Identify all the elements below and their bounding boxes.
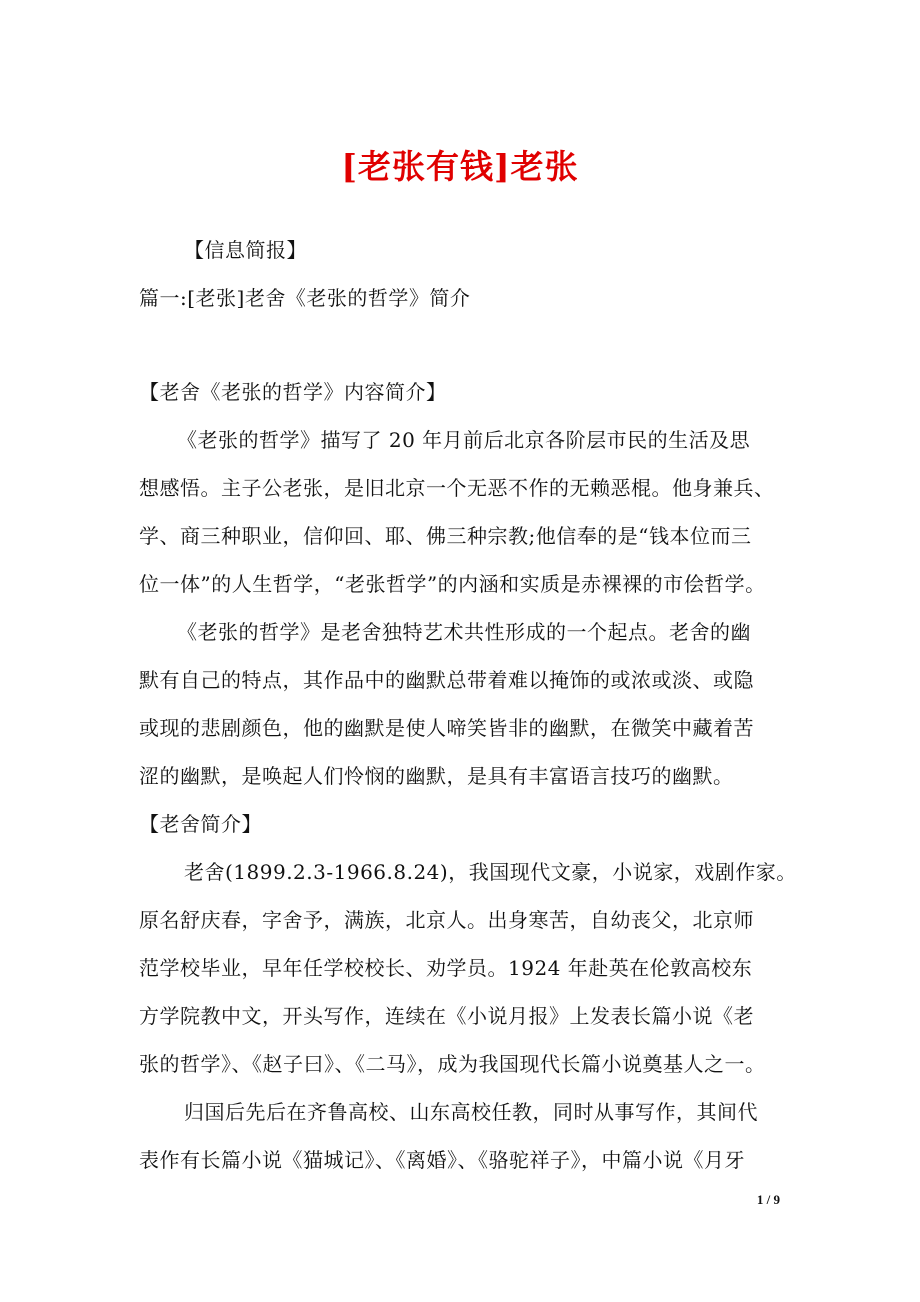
paragraph-line: 涩的幽默，是唤起人们怜悯的幽默，是具有丰富语言技巧的幽默。 bbox=[139, 764, 734, 788]
paragraph-line: 表作有长篇小说《猫城记》、《离婚》、《骆驼祥子》，中篇小说《月牙 bbox=[139, 1148, 745, 1172]
document-body bbox=[139, 226, 797, 1184]
paragraph-line: 范学校毕业，早年任学校校长、劝学员。1924 年赴英在伦敦高校东 bbox=[139, 956, 753, 980]
paragraph-line: 学、商三种职业，信仰回、耶、佛三种宗教;他信奉的是“钱本位而三 bbox=[139, 524, 752, 548]
page-number: 1 / 9 bbox=[756, 1192, 780, 1207]
paragraph-line: 归国后先后在齐鲁高校、山东高校任教，同时从事写作，其间代 bbox=[184, 1100, 758, 1124]
section-heading-author-intro: 【老舍简介】 bbox=[139, 812, 262, 836]
section-heading-info-brief: 【信息简报】 bbox=[184, 238, 307, 262]
paragraph-line: 或现的悲剧颜色，他的幽默是使人啼笑皆非的幽默，在微笑中藏着苦 bbox=[139, 716, 754, 740]
blank-line bbox=[139, 322, 789, 368]
paragraph-line: 张的哲学》、《赵子曰》、《二马》，成为我国现代长篇小说奠基人之一。 bbox=[139, 1052, 766, 1076]
paragraph-line: 原名舒庆春，字舍予，满族，北京人。出身寒苦，自幼丧父，北京师 bbox=[139, 908, 754, 932]
paragraph-line: 老舍(1899.2.3-1966.8.24)，我国现代文豪，小说家，戏剧作家。 bbox=[184, 860, 797, 884]
paragraph-line: 默有自己的特点，其作品中的幽默总带着难以掩饰的或浓或淡、或隐 bbox=[139, 668, 754, 692]
paragraph-line: 位一体”的人生哲学，“老张哲学”的内涵和实质是赤裸裸的市侩哲学。 bbox=[139, 572, 766, 596]
section-heading-content-summary: 【老舍《老张的哲学》内容简介】 bbox=[139, 380, 447, 404]
paragraph-line: 想感悟。主子公老张，是旧北京一个无恶不作的无赖恶棍。他身兼兵、 bbox=[139, 476, 775, 500]
paragraph-line: 方学院教中文，开头写作，连续在《小说月报》上发表长篇小说《老 bbox=[139, 1004, 754, 1028]
article-heading: 篇一:[老张]老舍《老张的哲学》简介 bbox=[139, 286, 471, 310]
document-title: [老张有钱]老张 bbox=[341, 147, 579, 186]
paragraph-line: 《老张的哲学》描写了 20 年月前后北京各阶层市民的生活及思 bbox=[177, 428, 751, 452]
paragraph-line: 《老张的哲学》是老舍独特艺术共性形成的一个起点。老舍的幽 bbox=[177, 620, 751, 644]
